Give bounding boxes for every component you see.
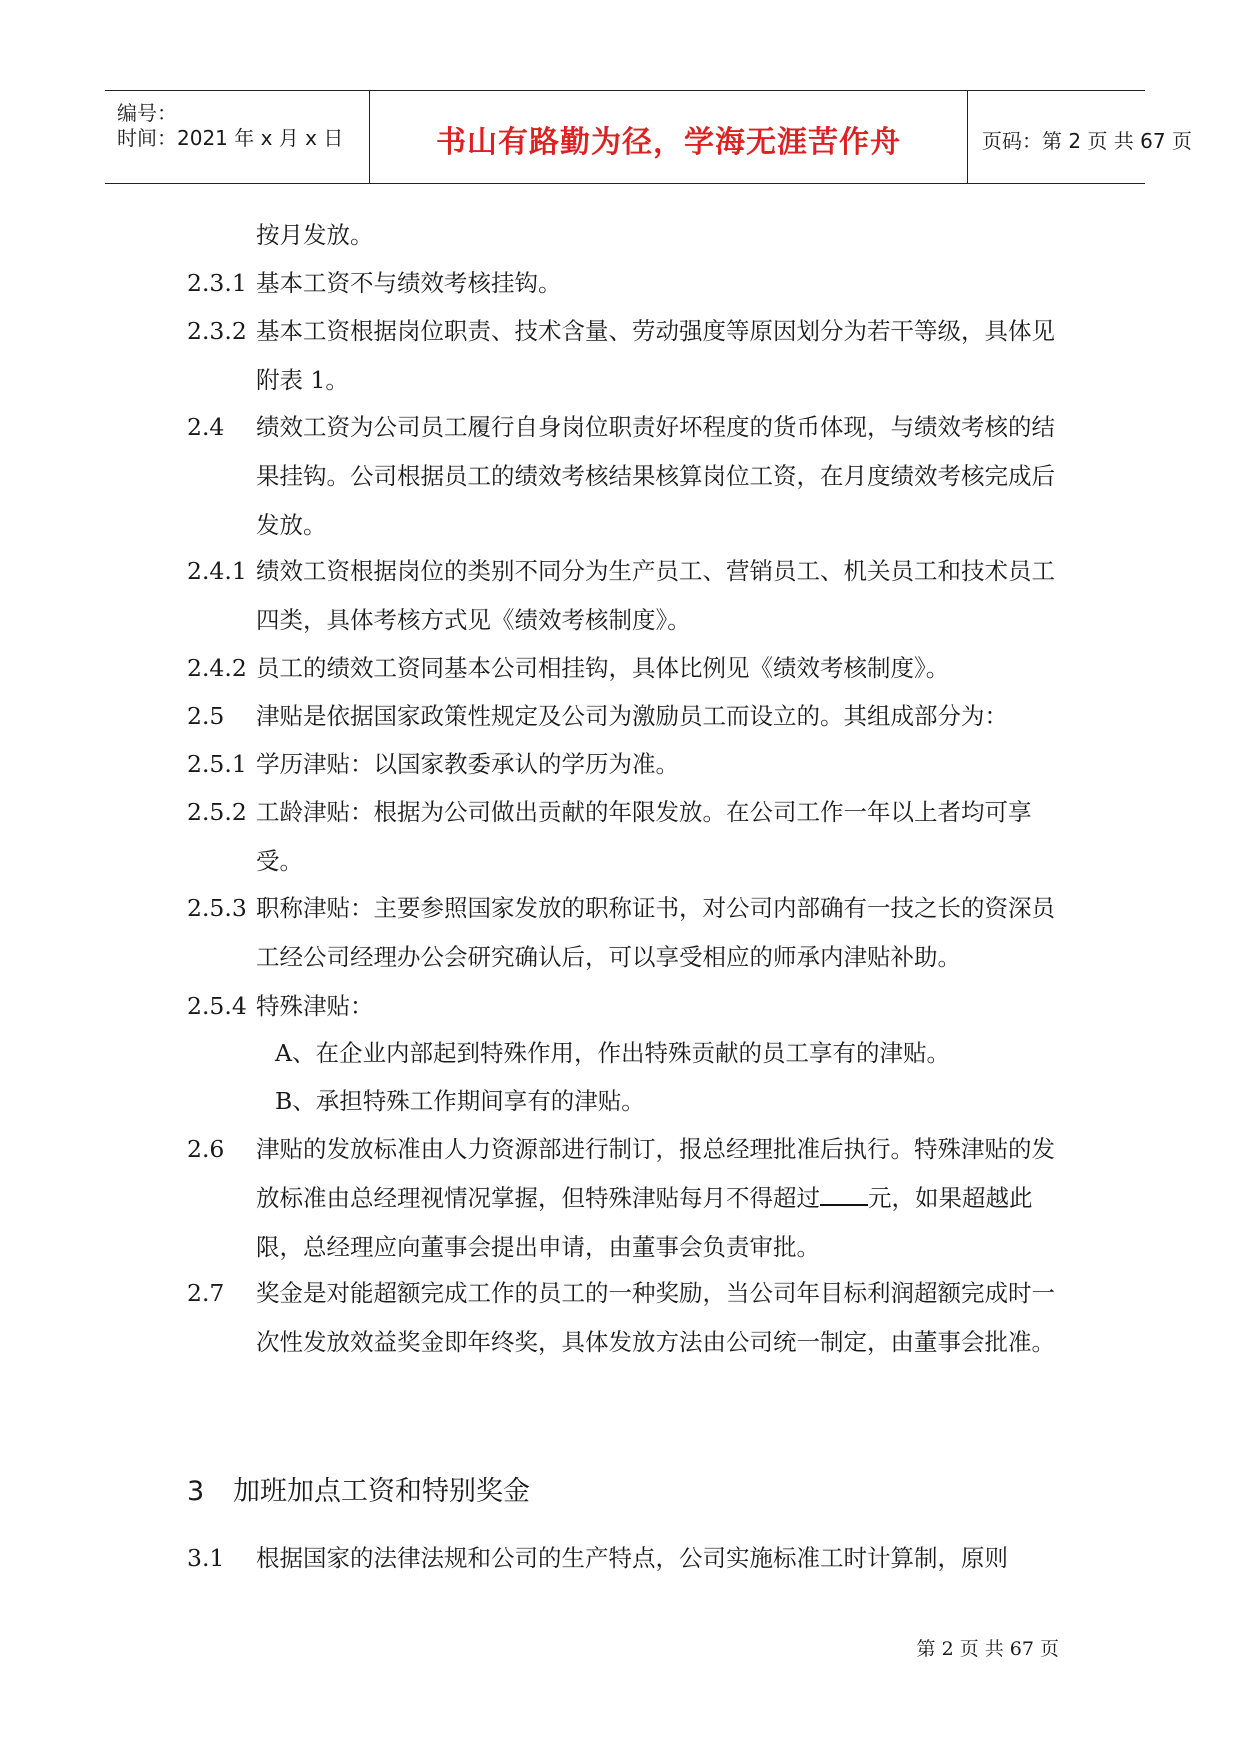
paragraph-text: 津贴是依据国家政策性规定及公司为激励员工而设立的。其组成部分为： xyxy=(256,702,1008,730)
paragraph-number: 2.4.2 xyxy=(187,654,247,682)
list-item: B、承担特殊工作期间享有的津贴。 xyxy=(275,1087,645,1115)
paragraph-number: 2.3.1 xyxy=(187,269,247,297)
paragraph-text: 特殊津贴： xyxy=(256,992,374,1020)
paragraph-2-5-1 xyxy=(187,740,1062,789)
paragraph-3-1 xyxy=(187,1534,1062,1583)
paragraph-text: 工龄津贴：根据为公司做出贡献的年限发放。在公司工作一年以上者均可享受。 xyxy=(256,798,1032,875)
section-title: 加班加点工资和特别奖金 xyxy=(233,1476,530,1507)
blank-line xyxy=(820,1182,868,1206)
header-page-cell xyxy=(968,91,1192,183)
motto: 书山有路勤为径，学海无涯苦作舟 xyxy=(436,125,901,160)
paragraph-text: 学历津贴：以国家教委承认的学历为准。 xyxy=(256,750,679,778)
paragraph-2-5-3 xyxy=(187,884,1062,982)
paragraph-2-4 xyxy=(187,403,1062,550)
section-heading xyxy=(187,1469,530,1508)
paragraph-text: 职称津贴：主要参照国家发放的职称证书，对公司内部确有一技之长的资深员工经公司经理办公会研究确认后，可以享受相应的师承内津贴补助。 xyxy=(256,894,1055,971)
paragraph-2-7 xyxy=(187,1269,1062,1367)
page-label: 页码：第 2 页 共 67 页 xyxy=(982,129,1192,153)
paragraph-number: 2.3.2 xyxy=(187,317,247,345)
paragraph-text: 根据国家的法律法规和公司的生产特点，公司实施标准工时计算制，原则 xyxy=(256,1544,1008,1572)
paragraph-2-5-4 xyxy=(187,982,1062,1031)
header-info-cell xyxy=(105,91,370,183)
paragraph-text: 基本工资不与绩效考核挂钩。 xyxy=(256,269,562,297)
paragraph-number: 2.6 xyxy=(187,1135,225,1163)
paragraph-text: 津贴的发放标准由人力资源部进行制订，报总经理批准后执行。特殊津贴的发放标准由总经理视情况掌握，但特殊津贴每月不得超过 元，如果超越此限，总经理应向董事会提出申请，由董事会负责审批。 xyxy=(256,1135,1055,1261)
header-motto-cell xyxy=(370,91,968,183)
paragraph-number: 3.1 xyxy=(187,1544,225,1572)
code-label: 编号： xyxy=(117,101,177,125)
paragraph-text: 员工的绩效工资同基本公司相挂钩，具体比例见《绩效考核制度》。 xyxy=(256,654,950,682)
page-header xyxy=(105,90,1192,184)
paragraph-text: 绩效工资为公司员工履行自身岗位职责好坏程度的货币体现，与绩效考核的结果挂钩。公司根据员工的绩效考核结果核算岗位工资，在月度绩效考核完成后发放。 xyxy=(256,413,1055,539)
date-line: 时间：2021 年 x 月 x 日 xyxy=(117,126,344,150)
paragraph-2-3-2 xyxy=(187,307,1062,405)
paragraph-2-5-2 xyxy=(187,788,1062,886)
paragraph-number: 2.5.1 xyxy=(187,750,247,778)
paragraph-text: 奖金是对能超额完成工作的员工的一种奖励，当公司年目标利润超额完成时一次性发放效益奖金即年终奖，具体发放方法由公司统一制定，由董事会批准。 xyxy=(256,1279,1055,1356)
paragraph-2-4-1 xyxy=(187,547,1062,645)
paragraph-number: 2.4 xyxy=(187,413,225,441)
section-number: 3 xyxy=(187,1476,205,1507)
paragraph-2-5 xyxy=(187,692,1062,741)
paragraph-text: 绩效工资根据岗位的类别不同分为生产员工、营销员工、机关员工和技术员工四类，具体考核方式见《绩效考核制度》。 xyxy=(256,557,1055,634)
paragraph: 按月发放。 xyxy=(256,221,374,249)
page-footer: 第 2 页 共 67 页 xyxy=(916,1638,1059,1660)
paragraph-2-3-1 xyxy=(187,259,1062,308)
paragraph-number: 2.5.3 xyxy=(187,894,247,922)
paragraph-number: 2.5.4 xyxy=(187,992,247,1020)
paragraph-2-4-2 xyxy=(187,644,1062,693)
paragraph-number: 2.5.2 xyxy=(187,798,247,826)
list-item: A、在企业内部起到特殊作用，作出特殊贡献的员工享有的津贴。 xyxy=(275,1039,950,1067)
paragraph-number: 2.5 xyxy=(187,702,225,730)
paragraph-text: 基本工资根据岗位职责、技术含量、劳动强度等原因划分为若干等级，具体见附表 1。 xyxy=(256,317,1055,394)
paragraph-number: 2.4.1 xyxy=(187,557,247,585)
paragraph-number: 2.7 xyxy=(187,1279,225,1307)
paragraph-2-6 xyxy=(187,1125,1062,1272)
